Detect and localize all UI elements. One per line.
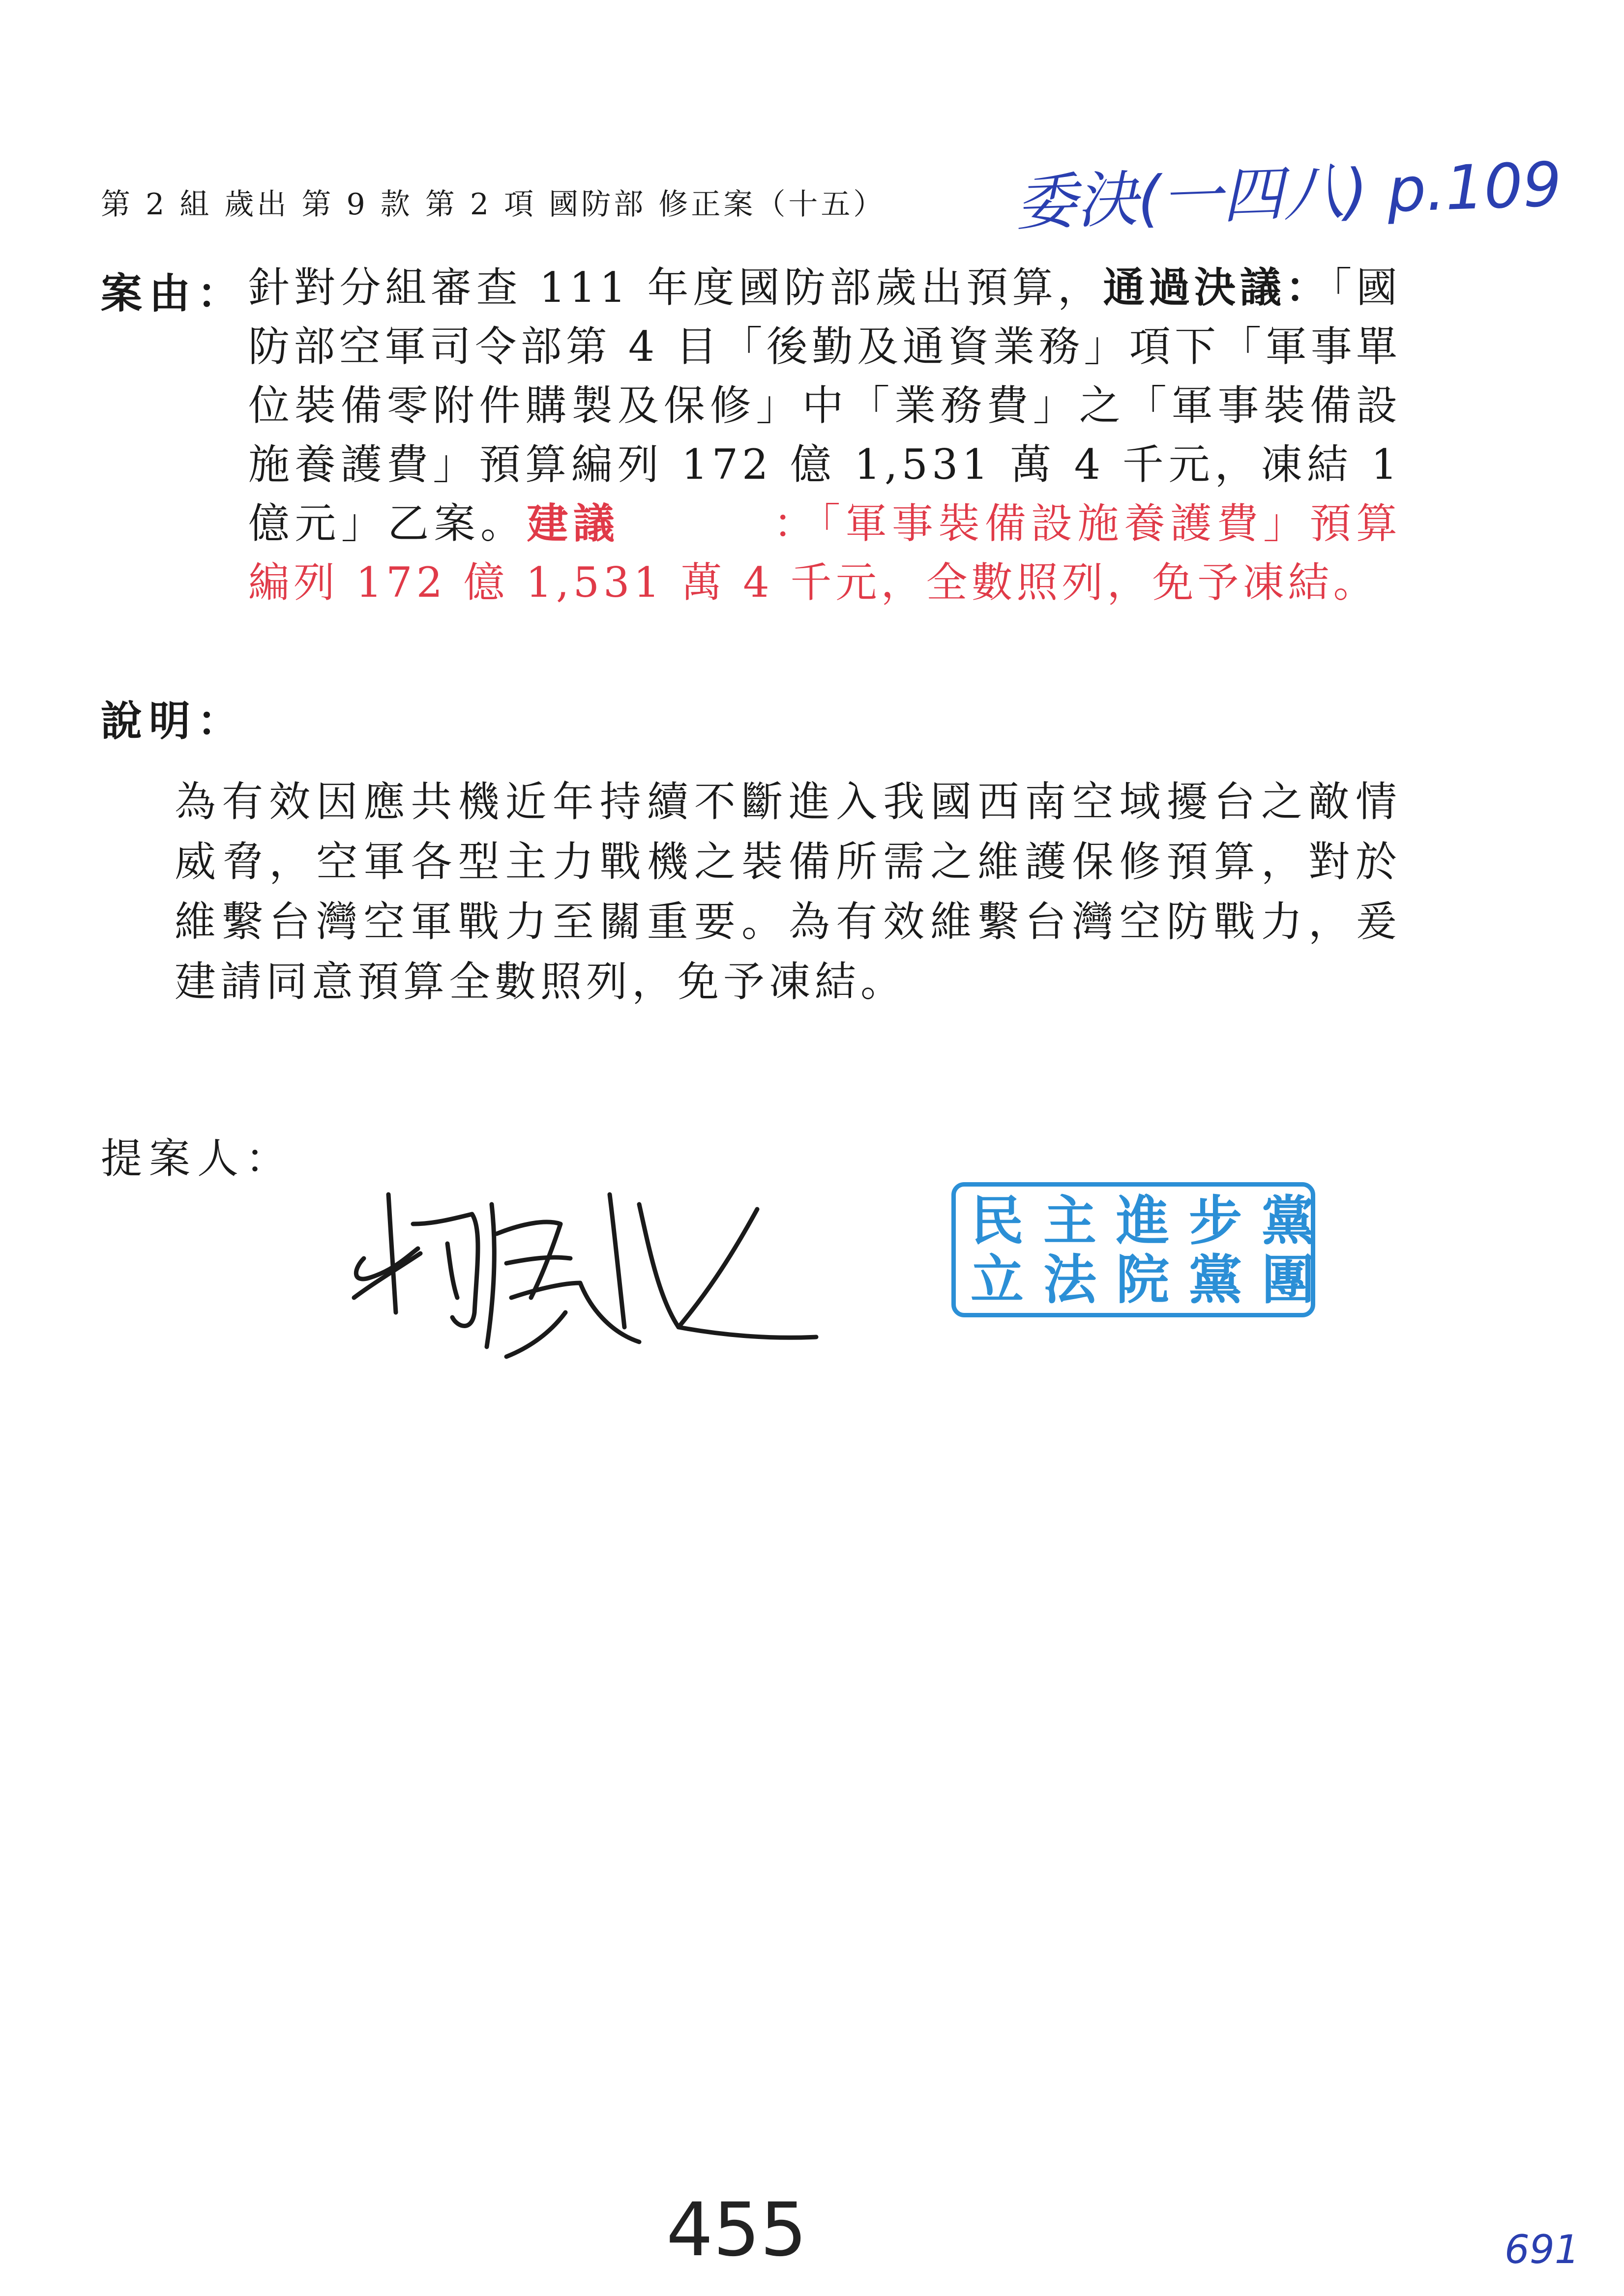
stamp-line-caucus: 立法院黨團 xyxy=(971,1249,1335,1311)
proposer-signature xyxy=(334,1150,826,1376)
stamp-line-party: 民主進步黨 xyxy=(971,1190,1335,1252)
handwritten-page-number: 455 xyxy=(666,2187,807,2273)
reason-resolution-label: 通過決議： xyxy=(1103,263,1331,312)
reason-intro: 針對分組審查 111 年度國防部歲出預算， xyxy=(248,263,1103,312)
proposer-label: 提案人： xyxy=(101,1134,294,1183)
proposal-text: ：「軍事裝備設施養護費」預算編列 172 億 1,531 萬 4 千元，全數照列，免予凍結。 xyxy=(248,499,1401,607)
reason-resolution-text: 「國防部空軍司令部第 4 目「後勤及通資業務」項下「軍事單位裝備零附件購製及保修」中「業務費」之「軍事裝備設施養護費」預算編列 172 億 1,531 萬 4 千元，凍結 1 億元」乙案。 xyxy=(248,263,1401,548)
party-caucus-stamp xyxy=(951,1182,1335,1317)
reason-body xyxy=(248,258,1401,612)
handwritten-sheet-number: 691 xyxy=(1505,2227,1580,2272)
handwritten-reference-note: 委決(一四八) p.109 xyxy=(1014,149,1563,239)
reason-label: 案由： xyxy=(101,269,246,318)
explanation-body: 為有效因應共機近年持續不斷進入我國西南空域擾台之敵情威脅，空軍各型主力戰機之裝備所需之維護保修預算，對於維繫台灣空軍戰力至關重要。為有效維繫台灣空防戰力，爰建請同意預算全數照列，免予凍結。 xyxy=(175,778,1401,1006)
document-header: 第 2 組 歲出 第 9 款 第 2 項 國防部 修正案（十五） xyxy=(101,187,886,222)
proposal-prefix: 建議 xyxy=(527,499,620,548)
explanation-label: 說明： xyxy=(101,697,246,745)
